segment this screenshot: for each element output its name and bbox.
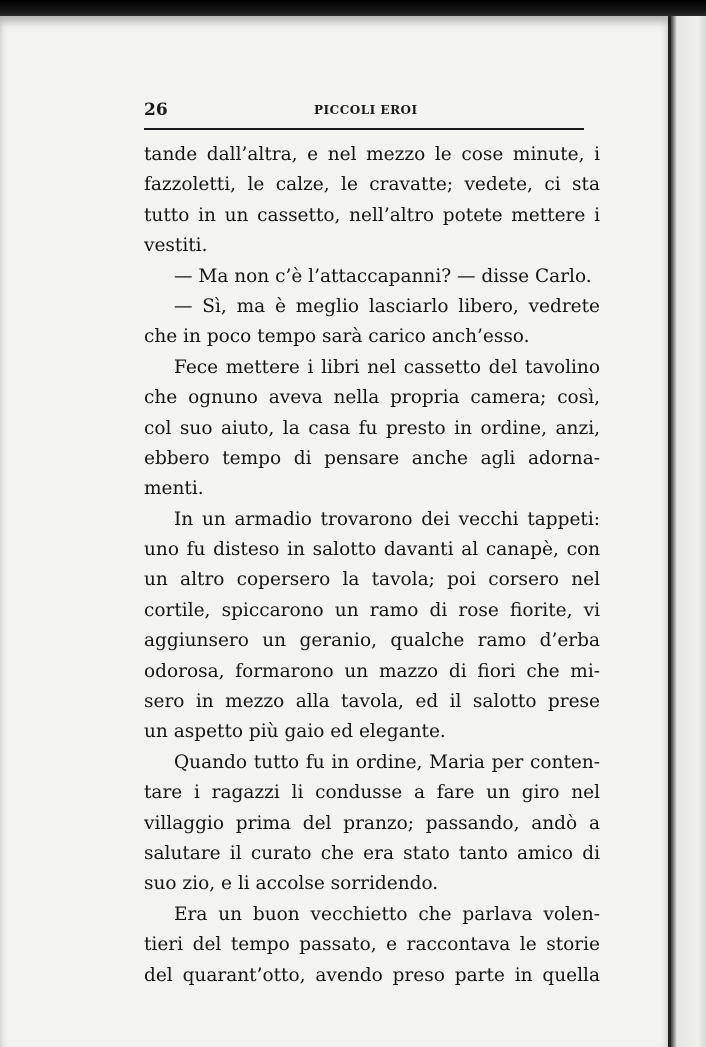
text-line: Fece mettere i libri nel cassetto del tavolino (174, 356, 600, 378)
page-edge (668, 16, 706, 1047)
text-line: un altro copersero la tavola; poi corsero nel (144, 569, 600, 591)
text-line: aggiunsero un geranio, qualche ramo d’erba (144, 630, 600, 652)
text-line: ebbero tempo di pensare anche agli adorna- (144, 447, 600, 469)
text-line: vestiti. (144, 235, 208, 257)
text-line: uno fu disteso in salotto davanti al canapè, con (144, 539, 600, 561)
text-line: che in poco tempo sarà carico anch’esso. (144, 326, 530, 348)
page-number: 26 (144, 100, 168, 120)
text-line: suo zio, e li accolse sorridendo. (144, 873, 439, 895)
text-line: In un armadio trovarono dei vecchi tappeti: (174, 508, 600, 530)
book-title: PICCOLI EROI (314, 103, 418, 117)
text-line: villaggio prima del pranzo; passando, andò a (144, 812, 600, 834)
text-line: tare i ragazzi li condusse a fare un giro nel (144, 782, 600, 804)
text-line: salutare il curato che era stato tanto amico di (144, 842, 600, 864)
header-rule (144, 128, 584, 130)
text-line: che ognuno aveva nella propria camera; così, (144, 387, 600, 409)
text-line: — Ma non c’è l’attaccapanni? — disse Carlo. (174, 265, 592, 287)
text-line: un aspetto più gaio ed elegante. (144, 721, 446, 743)
text-line: col suo aiuto, la casa fu presto in ordine, anzi, (144, 417, 600, 439)
running-head (144, 100, 584, 124)
text-line: fazzoletti, le calze, le cravatte; vedete, ci sta (144, 174, 600, 196)
text-line: sero in mezzo alla tavola, ed il salotto prese (144, 691, 600, 713)
text-line: cortile, spiccarono un ramo di rose fiorite, vi (144, 599, 600, 621)
text-line: Era un buon vecchietto che parlava volen- (174, 903, 600, 925)
binding-edge (668, 16, 671, 1047)
text-line: tieri del tempo passato, e raccontava le storie (144, 934, 600, 956)
text-line: Quando tutto fu in ordine, Maria per conten- (174, 751, 600, 773)
text-line: del quarant’otto, avendo preso parte in quella (144, 964, 600, 986)
text-line: odorosa, formarono un mazzo di fiori che mi- (144, 660, 600, 682)
text-line: tutto in un cassetto, nell’altro potete mettere i (144, 204, 600, 226)
text-line: tande dall’altra, e nel mezzo le cose minute, i (144, 144, 600, 165)
text-line: — Sì, ma è meglio lasciarlo libero, vedrete (174, 295, 600, 317)
text-line: menti. (144, 478, 204, 500)
body-text (144, 140, 600, 991)
